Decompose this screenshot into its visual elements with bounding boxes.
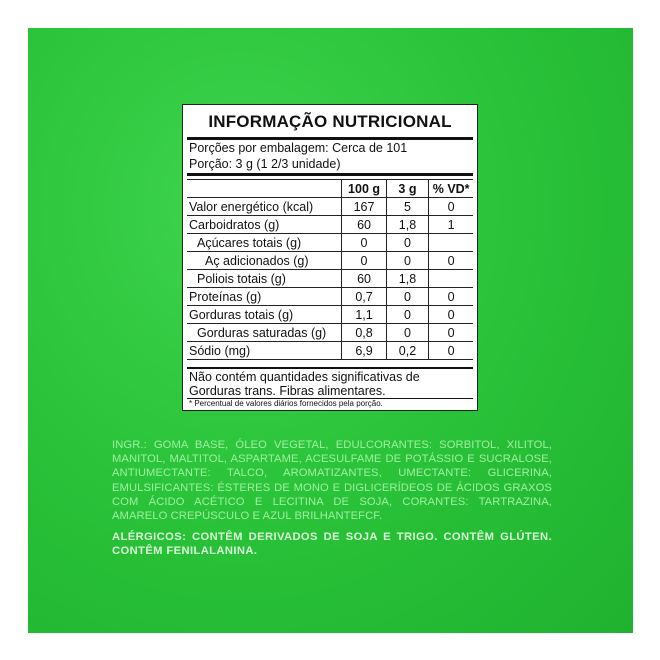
- row-per100: 6,9: [342, 342, 386, 360]
- row-per-serving: 0: [386, 252, 429, 270]
- row-per-serving: 5: [386, 198, 429, 216]
- row-per100: 0: [342, 252, 386, 270]
- row-name: Gorduras totais (g): [187, 306, 342, 324]
- trans-fat-note: Não contém quantidades significativas de Gorduras trans. Fibras alimentares.: [189, 370, 420, 398]
- row-per-serving: 0: [386, 288, 429, 306]
- row-name: Valor energético (kcal): [187, 198, 342, 216]
- serving-size: Porção: 3 g (1 2/3 unidade): [189, 157, 341, 171]
- table-row: [187, 324, 473, 342]
- nutrition-facts-label: [182, 104, 478, 411]
- title-rule: [187, 137, 473, 140]
- table-row: [187, 234, 473, 252]
- row-vd: 0: [429, 252, 473, 270]
- row-name: Açúcares totais (g): [187, 234, 342, 252]
- row-vd: 0: [429, 342, 473, 360]
- row-per-serving: 0: [386, 306, 429, 324]
- row-vd: 0: [429, 288, 473, 306]
- servings-per-package: Porções por embalagem: Cerca de 101: [189, 141, 408, 155]
- row-vd: 1: [429, 216, 473, 234]
- row-vd: 0: [429, 324, 473, 342]
- row-per100: 60: [342, 270, 386, 288]
- row-name: Proteínas (g): [187, 288, 342, 306]
- row-per100: 0: [342, 234, 386, 252]
- table-row: [187, 198, 473, 216]
- nutrition-table: [187, 179, 473, 360]
- row-name: Sódio (mg): [187, 342, 342, 360]
- row-per100: 1,1: [342, 306, 386, 324]
- table-row: [187, 306, 473, 324]
- table-bottom-rule: [187, 367, 473, 369]
- row-name: Poliois totais (g): [187, 270, 342, 288]
- row-per-serving: 0: [386, 324, 429, 342]
- table-row: [187, 342, 473, 360]
- table-row: [187, 288, 473, 306]
- table-header-row: [187, 180, 473, 198]
- row-per-serving: 1,8: [386, 216, 429, 234]
- row-vd: [429, 270, 473, 288]
- table-row: [187, 270, 473, 288]
- row-per100: 0,7: [342, 288, 386, 306]
- allergens-text: ALÉRGICOS: CONTÊM DERIVADOS DE SOJA E TRIGO. CONTÊM GLÚTEN. CONTÊM FENILALANINA.: [112, 531, 552, 558]
- row-vd: 0: [429, 198, 473, 216]
- header-3g: 3 g: [386, 180, 429, 198]
- table-row: [187, 252, 473, 270]
- row-name: Carboidratos (g): [187, 216, 342, 234]
- row-vd: [429, 234, 473, 252]
- ingredients-text: INGR.: GOMA BASE, ÓLEO VEGETAL, EDULCORANTES: SORBITOL, XILITOL, MANITOL, MALTITOL, ASPARTAME, ACESULFAME DE POTÁSSIO E SUCRALOSE, ANTIUMECTANTE: TALCO, AROMATIZANTES, UMECTANTE: GLICERINA, EMULSIFICANTES: ÉSTERES DE MONO E DIGLICERÍDEOS DE ÁCIDOS GRAXOS COM ÁCIDO ACÉTICO E LECITINA DE SOJA, CORANTES: TARTRAZINA, AMARELO CREPÚSCULO E AZUL BRILHANTEFCF.: [112, 439, 552, 523]
- row-per100: 60: [342, 216, 386, 234]
- row-vd: 0: [429, 306, 473, 324]
- label-title: INFORMAÇÃO NUTRICIONAL: [208, 112, 452, 131]
- header-vd: % VD*: [429, 180, 473, 198]
- row-per100: 0,8: [342, 324, 386, 342]
- row-name: Gorduras saturadas (g): [187, 324, 342, 342]
- table-row: [187, 216, 473, 234]
- row-name: Aç adicionados (g): [187, 252, 342, 270]
- vd-footnote: * Percentual de valores diários fornecidos pela porção.: [189, 399, 383, 408]
- serving-rule: [187, 173, 473, 176]
- row-per-serving: 0: [386, 234, 429, 252]
- row-per-serving: 1,8: [386, 270, 429, 288]
- header-blank: [187, 180, 342, 198]
- header-100g: 100 g: [342, 180, 386, 198]
- row-per-serving: 0,2: [386, 342, 429, 360]
- row-per100: 167: [342, 198, 386, 216]
